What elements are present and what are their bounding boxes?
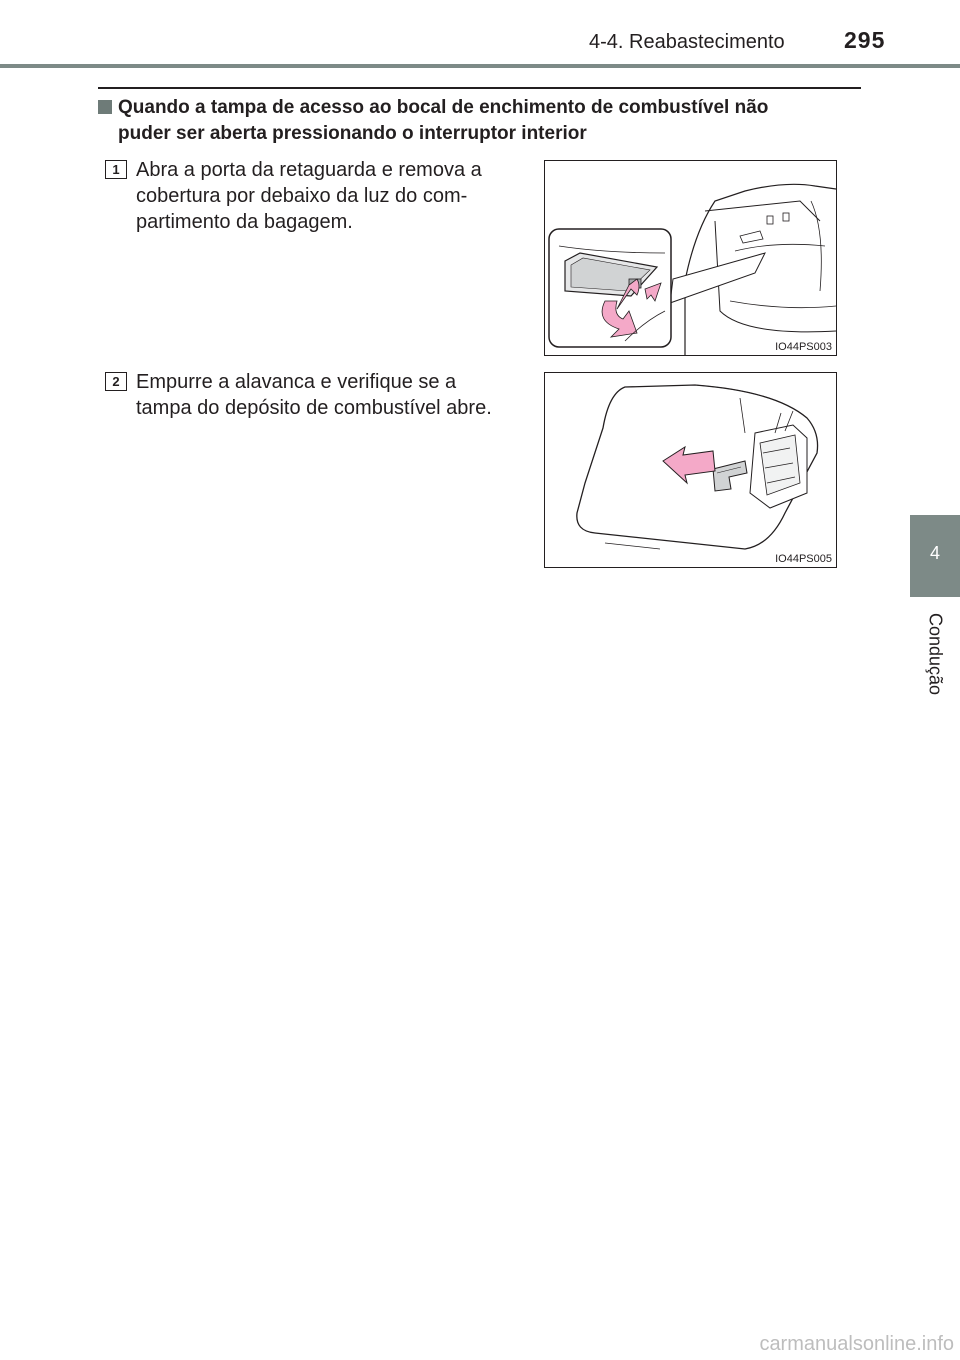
step-2-line: tampa do depósito de combustível abre.: [136, 397, 492, 419]
step-1-line: partimento da bagagem.: [136, 211, 353, 233]
section-divider: [98, 87, 861, 89]
figure-trunk-cover: [544, 160, 837, 356]
lever-illustration: [545, 373, 836, 567]
step-2-badge: 2: [105, 372, 127, 391]
chapter-tab: 4: [910, 515, 960, 597]
step-2-line: Empurre a alavanca e verifique se a: [136, 371, 457, 393]
step-1-line: Abra a porta da retaguarda e remova a: [136, 159, 482, 181]
page-number: 295: [844, 27, 886, 53]
header-rule: [0, 64, 960, 68]
step-1-line: cobertura por debaixo da luz do com-: [136, 185, 468, 207]
trunk-illustration: [545, 161, 836, 355]
watermark: carmanualsonline.info: [759, 1333, 954, 1355]
section-title: 4-4. Reabastecimento: [589, 31, 785, 53]
step-2-text: [136, 369, 517, 421]
step-1-text: [136, 157, 517, 235]
figure-1-label: IO44PS003: [775, 341, 832, 353]
step-1-badge: 1: [105, 160, 127, 179]
figure-fuel-lever: [544, 372, 837, 568]
square-bullet-icon: [98, 100, 112, 114]
chapter-title: [910, 604, 960, 704]
figure-2-label: IO44PS005: [775, 553, 832, 565]
heading-line-2: puder ser aberta pressionando o interruptor interior: [118, 123, 587, 144]
subsection-heading: [98, 95, 863, 147]
heading-line-1: Quando a tampa de acesso ao bocal de enchimento de combustível não: [118, 97, 769, 118]
chapter-title-text: Condução: [925, 612, 946, 696]
